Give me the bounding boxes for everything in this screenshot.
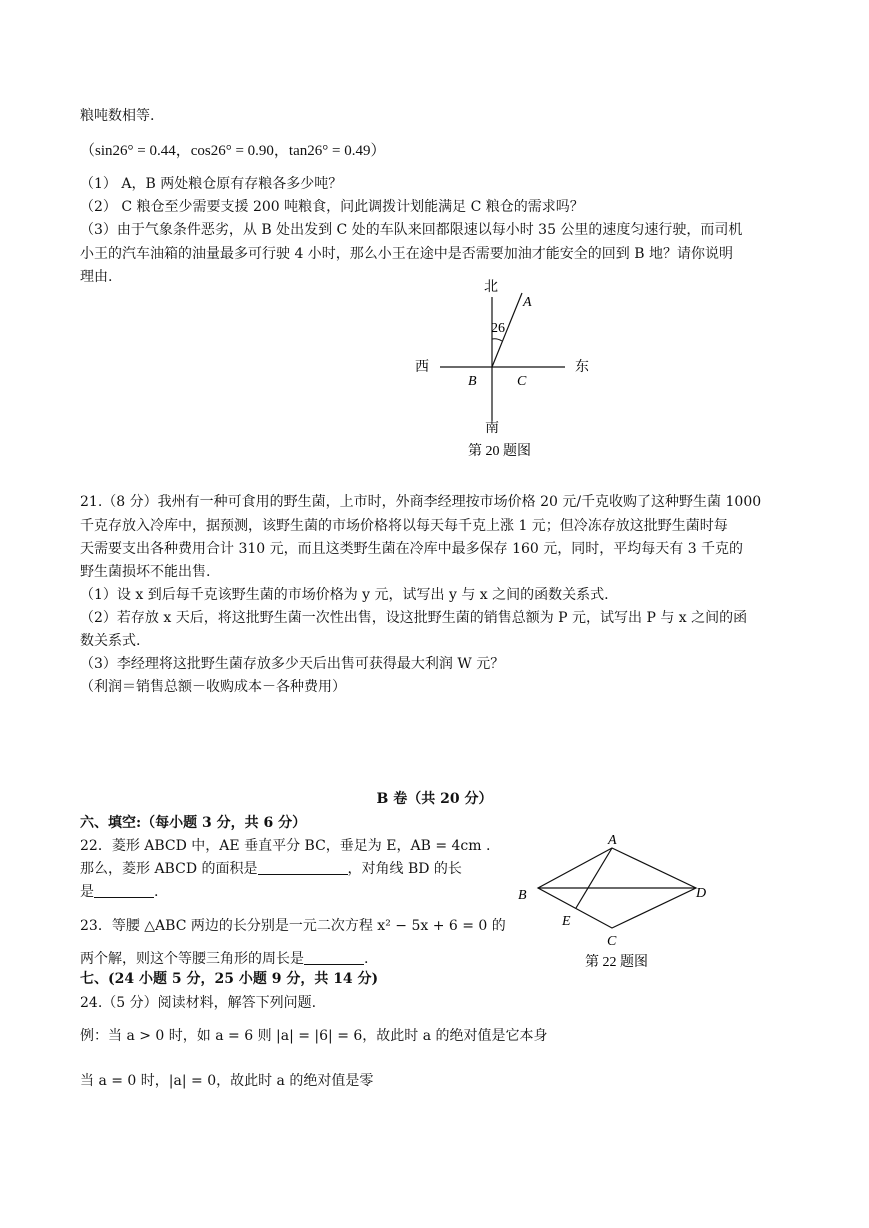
vertex-d-label: D — [696, 886, 707, 901]
q21-line3: 天需要支出各种费用合计 310 元，而且这类野生菌在冷库中最多保存 160 元，同时，平均每天有 3 千克的 — [80, 541, 744, 557]
q22-bd-suffix: . — [154, 884, 159, 900]
point-b-label: B — [468, 374, 477, 389]
q22-area-blank[interactable] — [258, 860, 348, 875]
south-label: 南 — [485, 421, 499, 436]
section-6-heading: 六、填空:（每小题 3 分，共 6 分） — [80, 815, 307, 831]
q20-trig-values: （sin26° = 0.44，cos26° = 0.90，tan26° = 0.49） — [80, 143, 386, 159]
vertex-c-label: C — [607, 934, 617, 949]
q23-perimeter-blank[interactable] — [304, 950, 364, 965]
q23-line1: 23．等腰 △ABC 两边的长分别是一元二次方程 x² − 5x + 6 = 0 的 — [80, 918, 506, 934]
segment-ae — [576, 848, 612, 908]
west-label: 西 — [415, 360, 429, 375]
part-b-title: B 卷（共 20 分） — [376, 791, 493, 807]
angle-label: 26 — [491, 321, 505, 336]
q20-continuation: 粮吨数相等. — [80, 108, 155, 124]
q22-line3 — [80, 882, 158, 902]
q22-figure-caption: 第 22 题图 — [585, 955, 648, 970]
q20-part3-line2: 小王的汽车油箱的油量最多可行驶 4 小时，那么小王在途中是否需要加油才能安全的回到 B 地？请你说明 — [80, 246, 733, 262]
q24-example-2: 当 a = 0 时，|a| = 0，故此时 a 的绝对值是零 — [80, 1073, 374, 1089]
q21-line2: 千克存放入冷库中，据预测，该野生菌的市场价格将以每天每千克上涨 1 元；但冷冻存放这批野生菌时每 — [80, 518, 728, 534]
point-e-label: E — [562, 914, 571, 929]
q22-figure — [510, 830, 720, 975]
vertex-a-label: A — [608, 833, 617, 848]
q20-part1: （1） A，B 两处粮仓原有存粮各多少吨？ — [80, 176, 343, 192]
q21-line4: 野生菌损坏不能出售. — [80, 564, 211, 580]
north-label: 北 — [484, 280, 498, 295]
q22-bd-prefix: 是 — [80, 884, 94, 900]
q21-part2-line2: 数关系式. — [80, 633, 141, 649]
angle-arc — [492, 339, 502, 341]
q21-part1: （1）设 x 到后每千克该野生菌的市场价格为 y 元，试写出 y 与 x 之间的函数关系式. — [80, 587, 609, 603]
q22-line2 — [80, 859, 462, 879]
section-7-heading: 七、(24 小题 5 分，25 小题 9 分，共 14 分) — [80, 971, 379, 987]
q23-suffix: . — [364, 951, 369, 967]
east-label: 东 — [575, 360, 589, 375]
q24-example-1: 例：当 a > 0 时，如 a = 6 则 |a| = |6| = 6，故此时 a 的绝对值是它本身 — [80, 1028, 548, 1044]
q23-perimeter-prompt: 两个解，则这个等腰三角形的周长是 — [80, 951, 304, 967]
q21-line1: 21.（8 分）我州有一种可食用的野生菌，上市时，外商李经理按市场价格 20 元/千克收购了这种野生菌 1000 — [80, 494, 762, 510]
q22-bd-prompt: ，对角线 BD 的长 — [347, 861, 462, 877]
q22-bd-blank[interactable] — [94, 883, 154, 898]
q21-part3: （3）李经理将这批野生菌存放多少天后出售可获得最大利润 W 元？ — [80, 656, 505, 672]
point-a-label: A — [523, 295, 532, 310]
point-c-label: C — [517, 374, 527, 389]
q22-area-prompt: 那么，菱形 ABCD 的面积是 — [80, 861, 258, 877]
q21-profit-note: （利润＝销售总额－收购成本－各种费用） — [80, 679, 346, 695]
q20-figure — [400, 275, 600, 460]
q20-part3-line3: 理由. — [80, 269, 113, 285]
q22-line1: 22．菱形 ABCD 中，AE 垂直平分 BC，垂足为 E，AB = 4cm . — [80, 838, 491, 854]
q24-intro: 24.（5 分）阅读材料，解答下列问题. — [80, 995, 317, 1011]
q21-part2-line1: （2）若存放 x 天后，将这批野生菌一次性出售，设这批野生菌的销售总额为 P 元，试写出 P 与 x 之间的函 — [80, 610, 748, 626]
q23-line2 — [80, 949, 368, 969]
q20-part2: （2） C 粮仓至少需要支援 200 吨粮食，问此调拨计划能满足 C 粮仓的需求吗？ — [80, 199, 584, 215]
vertex-b-label: B — [518, 888, 527, 903]
q20-part3-line1: （3）由于气象条件恶劣，从 B 处出发到 C 处的车队来回都限速以每小时 35 公里的速度匀速行驶，而司机 — [80, 222, 743, 238]
q20-figure-caption: 第 20 题图 — [468, 444, 531, 459]
